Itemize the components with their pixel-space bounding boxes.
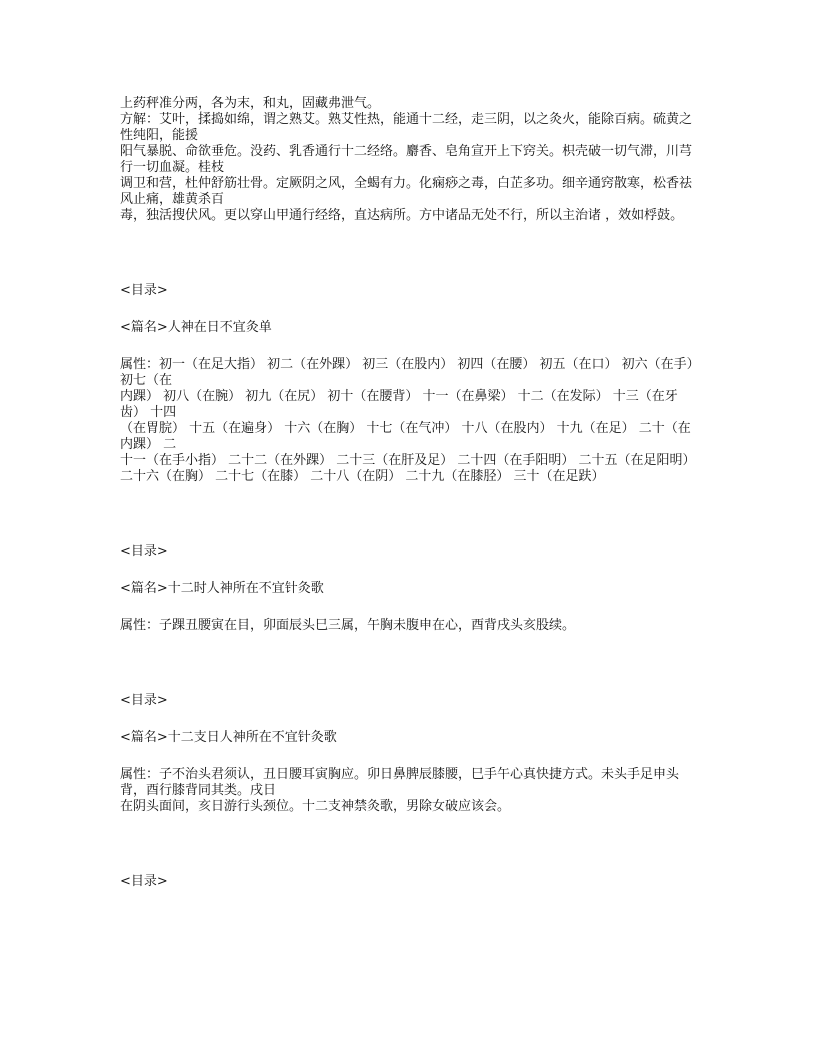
attribute-line: 十一（在手小指） 二十二（在外踝） 二十三（在肝及足） 二十四（在手阳明） 二十五（在足阳明） bbox=[120, 453, 696, 468]
intro-line: 调卫和营，杜仲舒筋壮骨。定厥阴之风，全蝎有力。化痫痧之毒，白芷多功。细辛通窍散寒，松香祛风止痛，雄黄杀百 bbox=[120, 176, 693, 207]
document-page bbox=[120, 96, 700, 890]
toc-marker: <目录> bbox=[120, 874, 168, 889]
attribute-paragraph bbox=[120, 618, 700, 634]
attribute-line: 属性：子踝丑腰寅在目，卯面辰头巳三属，午胸未腹申在心，酉背戌头亥股续。 bbox=[120, 618, 576, 633]
attribute-line: 属性：初一（在足大指） 初二（在外踝） 初三（在股内） 初四（在腰） 初五（在口） 初六（在手） 初七（在 bbox=[120, 357, 700, 388]
toc-marker: <目录> bbox=[120, 693, 168, 708]
attribute-line: （在胃脘） 十五（在遍身） 十六（在胸） 十七（在气冲） 十八（在股内） 十九（在足） 二十（在内踝） 二 bbox=[120, 421, 691, 452]
section-title: <篇名>十二支日人神所在不宜针灸歌 bbox=[120, 730, 337, 745]
attribute-paragraph bbox=[120, 357, 700, 485]
attribute-line: 内踝） 初八（在腕） 初九（在尻） 初十（在腰背） 十一（在鼻梁） 十二（在发际） 十三（在牙齿） 十四 bbox=[120, 389, 678, 420]
attribute-line: 在阴头面间，亥日游行头颈位。十二支神禁灸歌，男除女破应该会。 bbox=[120, 799, 511, 814]
attribute-line: 二十六（在胸） 二十七（在膝） 二十八（在阴） 二十九（在膝胫） 三十（在足趺） bbox=[120, 469, 605, 484]
attribute-line: 属性：子不治头君须认，丑日腰耳寅胸应。卯日鼻脾辰膝腰，巳手午心真快捷方式。未头手足申头背，酉行膝背同其类。戌日 bbox=[120, 767, 680, 798]
intro-line: 毒，独活搜伏风。更以穿山甲通行经络，直达病所。方中诸品无处不行，所以主治诸 ，效如桴鼓。 bbox=[120, 208, 684, 223]
intro-line: 上药秤准分两，各为末，和丸，固藏弗泄气。 bbox=[120, 96, 381, 111]
intro-paragraph bbox=[120, 96, 700, 224]
intro-line: 阳气暴脱、命欲垂危。没药、乳香通行十二经络。麝香、皂角宣开上下窍关。枳壳破一切气滞，川芎行一切血凝。桂枝 bbox=[120, 144, 693, 175]
toc-marker: <目录> bbox=[120, 283, 168, 298]
attribute-paragraph bbox=[120, 767, 700, 815]
toc-marker: <目录> bbox=[120, 544, 168, 559]
intro-line: 方解：艾叶，揉捣如绵，谓之熟艾。熟艾性热，能通十二经，走三阴，以之灸火，能除百病。硫黄之性纯阳，能援 bbox=[120, 112, 693, 143]
section-title: <篇名>人神在日不宜灸单 bbox=[120, 320, 272, 335]
section-title: <篇名>十二时人神所在不宜针灸歌 bbox=[120, 581, 324, 596]
